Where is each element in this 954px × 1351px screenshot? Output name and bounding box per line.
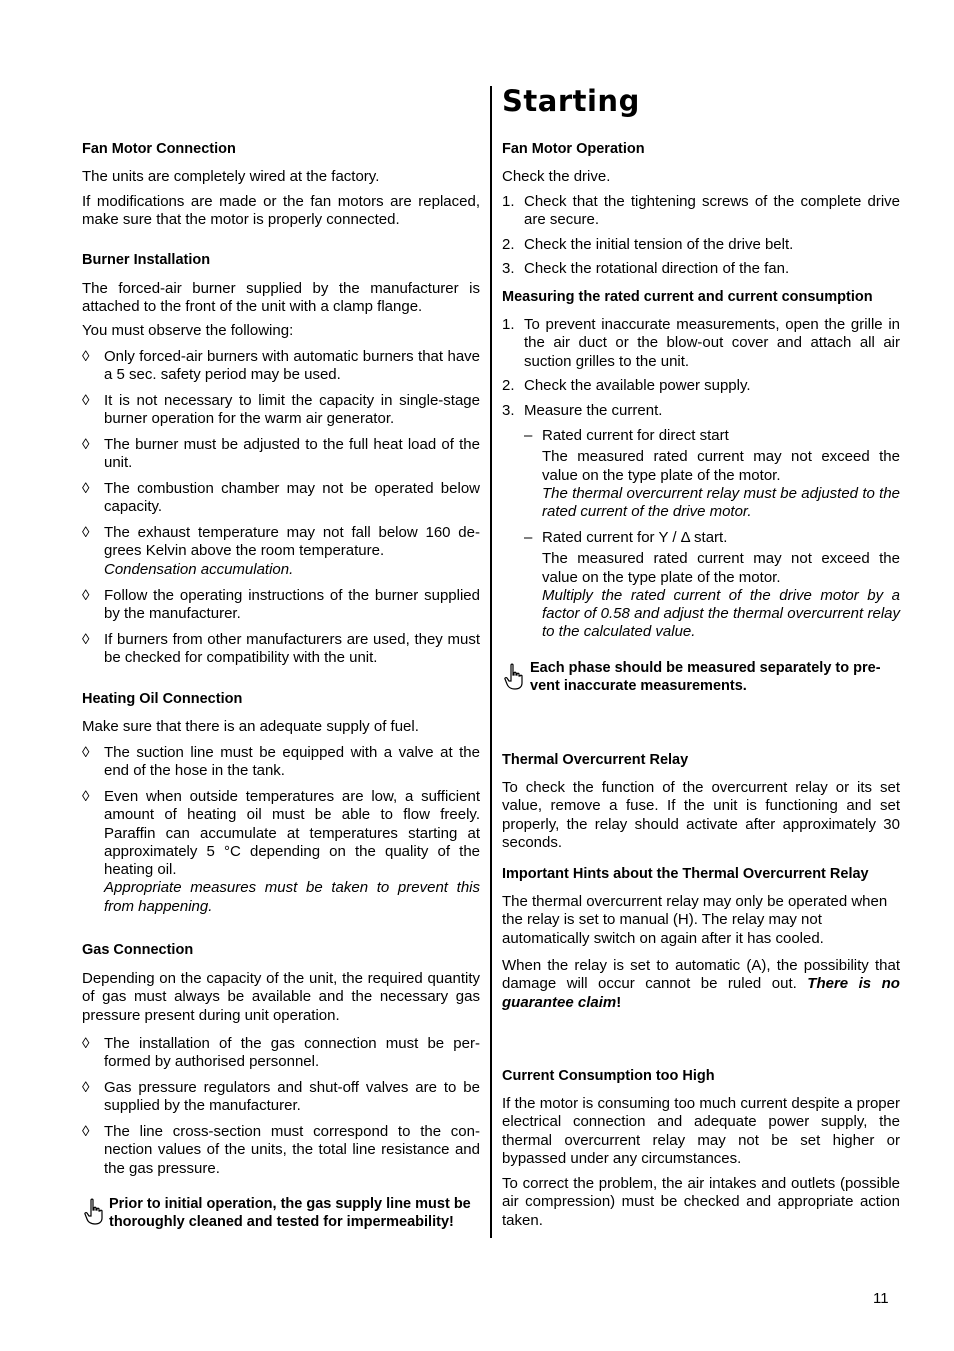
note-measure-phase: Each phase should be measured separately to prevent inaccurate measurements. [530,660,881,694]
list-item: ◊ If burners from other manufacturers are used, they must be checked for compatibility with the unit. [82,631,480,667]
paragraph: You must observe the following: [82,322,294,339]
paragraph: If modifications are made or the fan motors are replaced, make sure that the motor is properly connected. [82,193,480,229]
paragraph: The forced-air burner supplied by the manufacturer is attached to the front of the unit with a clamp flange. [82,280,480,316]
list-item: ◊ The installation of the gas connection must be performed by authorised personnel. [82,1035,480,1071]
list-item: ◊ The exhaust temperature may not fall below 160 degrees Kelvin above the room temperature. Condensation accumulation. [82,524,480,578]
paragraph: The units are completely wired at the factory. [82,168,380,185]
italic-note: The thermal overcurrent relay must be adjusted to the rated current of the drive motor. [542,484,900,521]
list-item: ◊ Gas pressure regulators and shut-off valves are to be supplied by the manufacturer. [82,1079,480,1115]
italic-note: Appropriate measures must be taken to prevent this from happening. [104,879,480,915]
heading-gas-connection: Gas Connection [82,942,194,958]
bullet-icon: ◊ [82,1079,90,1096]
heading-measuring-rated-current: Measuring the rated current and current consumption [502,289,873,305]
list-item: 3. Check the rotational direction of the fan. [502,260,790,277]
heading-important-hints: Important Hints about the Thermal Overcurrent Relay [502,866,869,882]
bullet-icon: ◊ [82,631,90,648]
bullet-icon: ◊ [82,392,90,409]
bullet-icon: ◊ [82,480,90,497]
list-item: 3. Measure the current. [502,402,663,419]
heading-fan-motor-connection: Fan Motor Connection [82,141,236,157]
paragraph: If the motor is consuming too much current despite a proper electrical connection and adequate power supply, the thermal overcurrent relay may not be set higher or bypassed under any circumstances. [502,1095,900,1167]
italic-note: Multiply the rated current of the drive motor by a factor of 0.58 and adjust the thermal overcurrent relay to the calculated value. [542,586,900,641]
paragraph: When the relay is set to automatic (A), the possibility that damage will occur cannot be ruled out. There is no guarantee claim! [502,957,900,1011]
paragraph: To correct the problem, the air intakes and outlets (possible air compression) must be checked and appropriate action taken. [502,1175,900,1229]
paragraph: Make sure that there is an adequate supply of fuel. [82,718,419,735]
paragraph: Depending on the capacity of the unit, the required quantity of gas must always be available and the necessary gas pressure present during unit operation. [82,970,480,1024]
list-item: ◊ Follow the operating instructions of the burner supplied by the manufacturer. [82,587,480,623]
list-item: ◊ The combustion chamber may not be operated below capacity. [82,480,480,516]
bullet-icon: ◊ [82,744,90,761]
paragraph: To check the function of the overcurrent relay or its set value, remove a fuse. If the unit is functioning and set properly, the relay should activate after approximately 30 seconds. [502,779,900,851]
pointing-hand-icon [504,663,526,691]
bold-italic-note: There is no guarantee claim [502,975,900,1011]
bullet-icon: ◊ [82,788,90,805]
heading-burner-installation: Burner Installation [82,252,211,268]
bullet-icon: ◊ [82,1123,90,1140]
list-item: 1. Check that the tightening screws of the complete drive are secure. [502,193,900,229]
paragraph: The thermal overcurrent relay may only be operated when the relay is set to manual (H). The relay may not automatically switch on again after it has cooled. [502,893,888,947]
page-number: 11 [873,1290,889,1307]
bullet-icon: ◊ [82,587,90,604]
list-item: 1. To prevent inaccurate measurements, open the grille in the air duct or the blow-out cover and attach all air suction grilles to the unit. [502,316,900,370]
bullet-icon: ◊ [82,1035,90,1052]
list-item: ◊ The suction line must be equipped with a valve at the end of the hose in the tank. [82,744,480,780]
heading-thermal-overcurrent-relay: Thermal Overcurrent Relay [502,752,689,768]
list-item: ◊ It is not necessary to limit the capacity in single-stage burner operation for the warm air generator. [82,392,480,428]
bullet-icon: ◊ [82,436,90,453]
heading-current-consumption: Current Consumption too High [502,1068,715,1084]
sub-list-item: – Rated current for direct start The measured rated current may not exceed the value on the type plate of the motor. The thermal overcurrent relay must be adjusted to the rated current of the drive motor. [524,427,900,521]
heading-heating-oil-connection: Heating Oil Connection [82,691,243,707]
bullet-icon: ◊ [82,348,90,365]
italic-note: Condensation accumulation. [104,560,294,578]
list-item: ◊ The line cross-section must correspond to the connection values of the units, the total line resistance and the gas pressure. [82,1123,480,1177]
pointing-hand-icon [84,1198,106,1226]
list-item: 2. Check the available power supply. [502,377,751,394]
page-title: Starting [502,84,640,118]
list-item: ◊ Even when outside temperatures are low, a sufficient amount of heating oil must be able to flow freely. Paraffin can accumulate at temperatures starting at approximately 5 °C depending on the quality of the heating oil. Appropriate measures must be taken to prevent this from happening. [82,788,480,915]
list-item: 2. Check the initial tension of the drive belt. [502,236,794,253]
bullet-icon: ◊ [82,524,90,541]
sub-list-item: – Rated current for Y / Δ start. The measured rated current may not exceed the value on the type plate of the motor. Multiply the rated current of the drive motor by a factor of 0.58 and adjust the thermal overcurrent relay to the calculated value. [524,529,900,641]
column-divider [490,86,492,1238]
paragraph: Check the drive. [502,168,611,185]
list-item: ◊ Only forced-air burners with automatic burners that have a 5 sec. safety period may be used. [82,348,480,384]
note-gas-supply: Prior to initial operation, the gas supply line must be thoroughly cleaned and tested for impermeability! [109,1196,471,1230]
heading-fan-motor-operation: Fan Motor Operation [502,141,645,157]
list-item: ◊ The burner must be adjusted to the full heat load of the unit. [82,436,480,472]
